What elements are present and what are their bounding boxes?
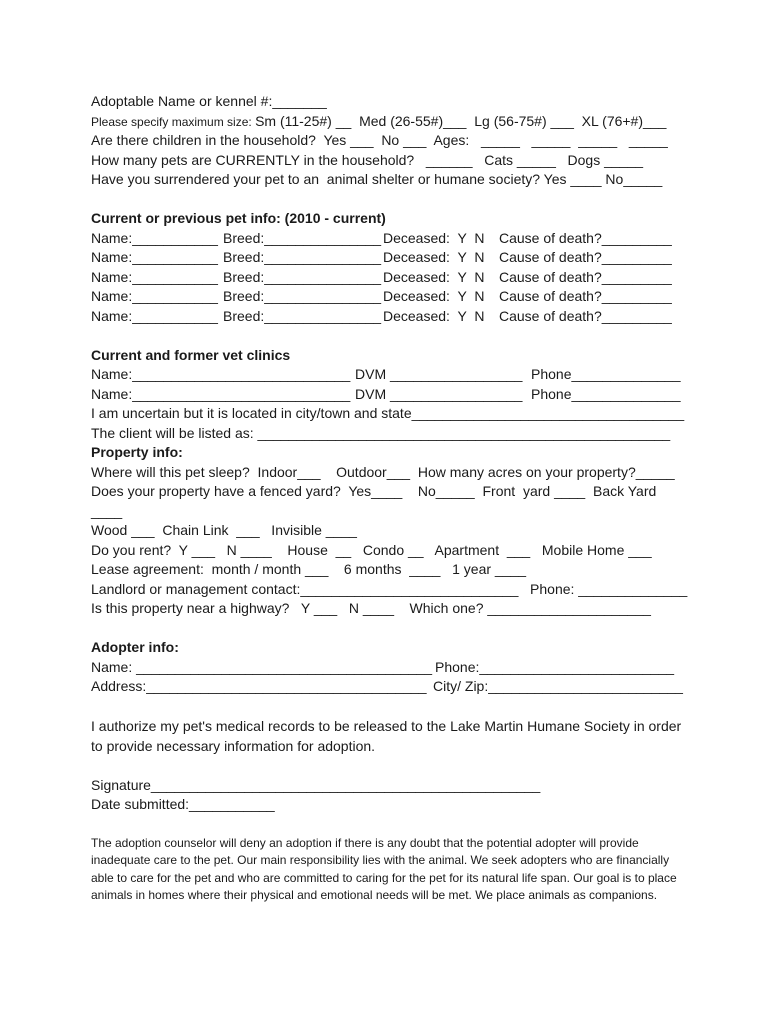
pet-breed-field: Breed:_______________: [223, 288, 382, 304]
pet-row: [91, 307, 691, 327]
surrendered-line: Have you surrendered your pet to an animal shelter or humane society? Yes ____ No_____: [91, 171, 663, 187]
size-prefix: Please specify maximum size:: [91, 114, 256, 129]
pet-cause-field: Cause of death?_________: [499, 249, 672, 265]
vet-phone-field: Phone______________: [531, 385, 681, 402]
pet-row: [91, 287, 691, 307]
pet-name-field: Name:___________: [91, 268, 218, 285]
vet-phone-field: Phone______________: [531, 366, 681, 382]
adopter-heading: Adopter info:: [91, 639, 179, 655]
sleep-line: Where will this pet sleep? Indoor___ Outdoor___ How many acres on your property?_____: [91, 463, 675, 480]
pet-name-field: Name:___________: [91, 307, 218, 324]
adopter-phone-field: Phone:_________________________: [435, 658, 675, 675]
authorization-statement: I authorize my pet's medical records to be released to the Lake Martin Humane Society in order to provide necessary information for adoption.: [91, 718, 682, 754]
pet-name-field: Name:___________: [91, 288, 218, 304]
pet-breed-field: Breed:_______________: [223, 307, 382, 324]
vet-name-field: Name:____________________________: [91, 385, 351, 402]
highway-line: Is this property near a highway? Y ___ N ____ Which one? _____________________: [91, 600, 651, 616]
vet-dvm-field: DVM _________________: [355, 385, 523, 402]
vet-dvm-field: DVM _________________: [355, 366, 523, 382]
vet-client-line: The client will be listed as: _____________________________________________________: [91, 424, 671, 441]
vet-uncertain-line: I am uncertain but it is located in city/town and state___________________________________: [91, 405, 685, 421]
fenced-line-continued: ____: [91, 502, 123, 519]
children-line: Are there children in the household? Yes ___ No ___ Ages: _____ _____ _____ _____: [91, 132, 668, 148]
fenced-line: Does your property have a fenced yard? Yes____ No_____ Front yard ____ Back Yard: [91, 483, 657, 499]
lease-line: Lease agreement: month / month ___ 6 months ____ 1 year ____: [91, 561, 527, 577]
disclaimer-paragraph: The adoption counselor will deny an adoption if there is any doubt that the potential adopter will provide inadequate care to the pet. Our main responsibility lies with the animal. We seek adopters who are financially able to care for the pet and who are committed to caring for the pet for its natural life span. Our goal is to place animals in homes where their physical and emotional needs will be met. We place animals as companions.: [91, 835, 677, 902]
adopter-city-field: City/ Zip:_________________________: [433, 678, 683, 694]
pet-cause-field: Cause of death?_________: [499, 288, 672, 304]
property-heading: Property info:: [91, 444, 183, 460]
pet-name-field: Name:___________: [91, 229, 218, 246]
pet-row: [91, 268, 691, 288]
vet-row: [91, 385, 691, 405]
pet-breed-field: Breed:_______________: [223, 249, 382, 265]
pet-breed-field: Breed:_______________: [223, 268, 382, 285]
rent-line: Do you rent? Y ___ N ____ House __ Condo __ Apartment ___ Mobile Home ___: [91, 541, 652, 558]
pet-row: [91, 248, 691, 268]
landlord-line: Landlord or management contact:____________________________ Phone: ______________: [91, 580, 688, 597]
pet-info-heading: Current or previous pet info: (2010 - current): [91, 210, 386, 226]
vet-name-field: Name:____________________________: [91, 366, 351, 382]
pet-cause-field: Cause of death?_________: [499, 229, 672, 246]
fence-type-line: Wood ___ Chain Link ___ Invisible ____: [91, 522, 357, 538]
size-line: [91, 112, 691, 132]
size-options: Sm (11-25#) __ Med (26-55#)___ Lg (56-75#) ___ XL (76+#)___: [255, 112, 667, 129]
adoptable-name-line: Adoptable Name or kennel #:_______: [91, 93, 327, 109]
vet-heading: Current and former vet clinics: [91, 346, 291, 363]
pet-deceased-field: Deceased: Y N: [383, 307, 485, 324]
date-submitted-line: Date submitted:___________: [91, 796, 275, 812]
pet-deceased-field: Deceased: Y N: [383, 268, 485, 285]
adopter-address-row: [91, 677, 691, 697]
signature-line: Signature__________________________________________________: [91, 776, 541, 793]
vet-row: [91, 365, 691, 385]
pet-name-field: Name:___________: [91, 249, 218, 265]
adoption-form: [91, 92, 691, 905]
pet-deceased-field: Deceased: Y N: [383, 288, 485, 304]
pets-count-line: How many pets are CURRENTLY in the household? ______ Cats _____ Dogs _____: [91, 151, 644, 168]
pet-deceased-field: Deceased: Y N: [383, 229, 485, 246]
pet-cause-field: Cause of death?_________: [499, 268, 672, 285]
adopter-address-field: Address:____________________________________: [91, 678, 427, 694]
pet-cause-field: Cause of death?_________: [499, 307, 672, 324]
pet-deceased-field: Deceased: Y N: [383, 249, 485, 265]
adopter-name-row: [91, 658, 691, 678]
pet-breed-field: Breed:_______________: [223, 229, 382, 246]
adopter-name-field: Name: ______________________________________: [91, 658, 432, 675]
pet-row: [91, 229, 691, 249]
